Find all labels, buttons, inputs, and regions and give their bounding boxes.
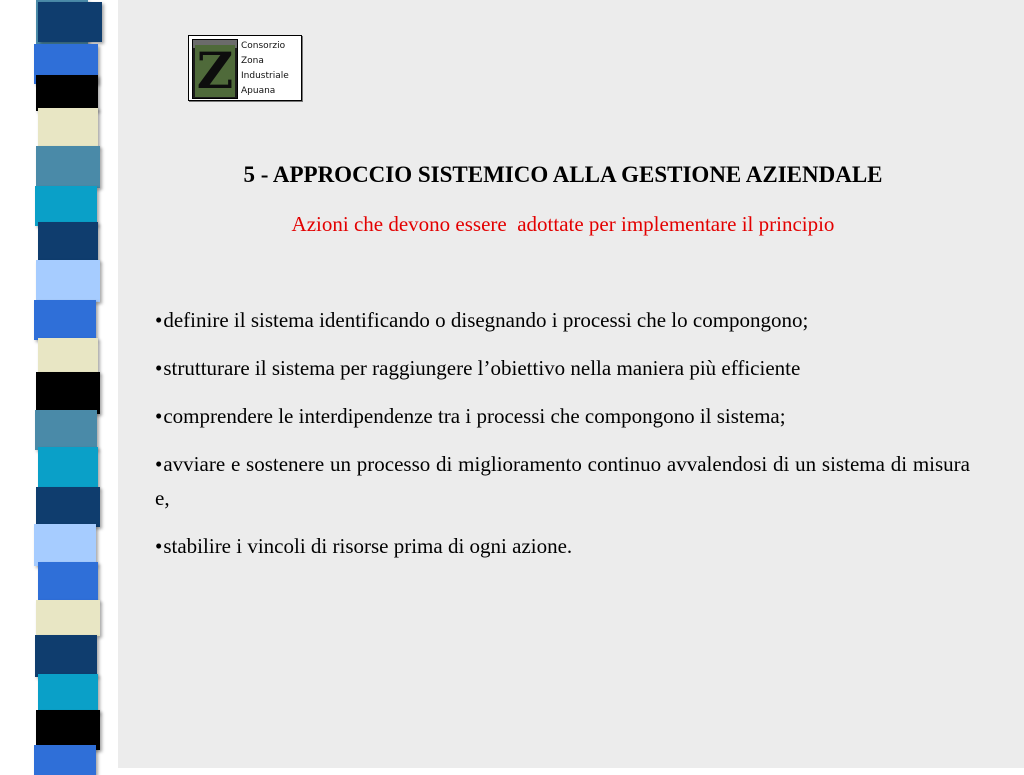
bullet-icon: •: [155, 308, 163, 332]
logo-text: [241, 39, 301, 99]
slide-subtitle: Azioni che devono essere adottate per implementare il principio: [291, 212, 835, 236]
stripe-band: [34, 524, 96, 566]
stripe-band: [38, 562, 98, 602]
logo-line: Consorzio: [241, 41, 286, 51]
stripe-band: [36, 372, 100, 414]
bullet-item: [155, 399, 970, 433]
consorzio-logo: [188, 35, 302, 101]
stripe-band: [38, 447, 98, 489]
stripe-band: [35, 635, 97, 677]
logo-line: Industriale: [241, 71, 289, 81]
stripe-band: [34, 745, 96, 775]
stripe-band: [38, 108, 98, 148]
bullet-text: stabilire i vincoli di risorse prima di ogni azione.: [163, 534, 573, 558]
bullet-text: comprendere le interdipendenze tra i processi che compongono il sistema;: [163, 404, 786, 428]
stripe-band: [36, 146, 100, 188]
bullet-text: definire il sistema identificando o disegnando i processi che lo compongono;: [163, 308, 809, 332]
decorative-stripe: [36, 0, 100, 768]
stripe-band: [35, 186, 97, 226]
bullet-item: [155, 529, 970, 563]
logo-line: Zona: [241, 56, 264, 66]
stripe-band: [36, 487, 100, 527]
stripe-band: [36, 75, 98, 111]
bullet-list: [155, 303, 970, 577]
bullet-item: [155, 447, 970, 515]
z-logo-icon: Z: [192, 39, 238, 99]
bullet-icon: •: [155, 452, 163, 476]
stripe-band: [36, 600, 100, 636]
stripe-band: [36, 260, 100, 302]
bullet-text: avviare e sostenere un processo di miglioramento continuo avvalendosi di un sistema di misura e,: [155, 452, 970, 510]
stripe-band: [38, 338, 98, 374]
stripe-band: [35, 410, 97, 450]
bullet-icon: •: [155, 404, 163, 428]
stripe-band: [34, 300, 96, 340]
stripe-band: [38, 222, 98, 262]
bullet-text: strutturare il sistema per raggiungere l’obiettivo nella maniera più efficiente: [163, 356, 801, 380]
stripe-band: [38, 2, 102, 42]
bullet-icon: •: [155, 534, 163, 558]
stripe-band: [36, 710, 100, 750]
slide-title: 5 - APPROCCIO SISTEMICO ALLA GESTIONE AZIENDALE: [243, 162, 883, 187]
stripe-band: [38, 674, 98, 714]
bullet-item: [155, 303, 970, 337]
logo-line: Apuana: [241, 86, 276, 96]
bullet-icon: •: [155, 356, 163, 380]
bullet-item: [155, 351, 970, 385]
